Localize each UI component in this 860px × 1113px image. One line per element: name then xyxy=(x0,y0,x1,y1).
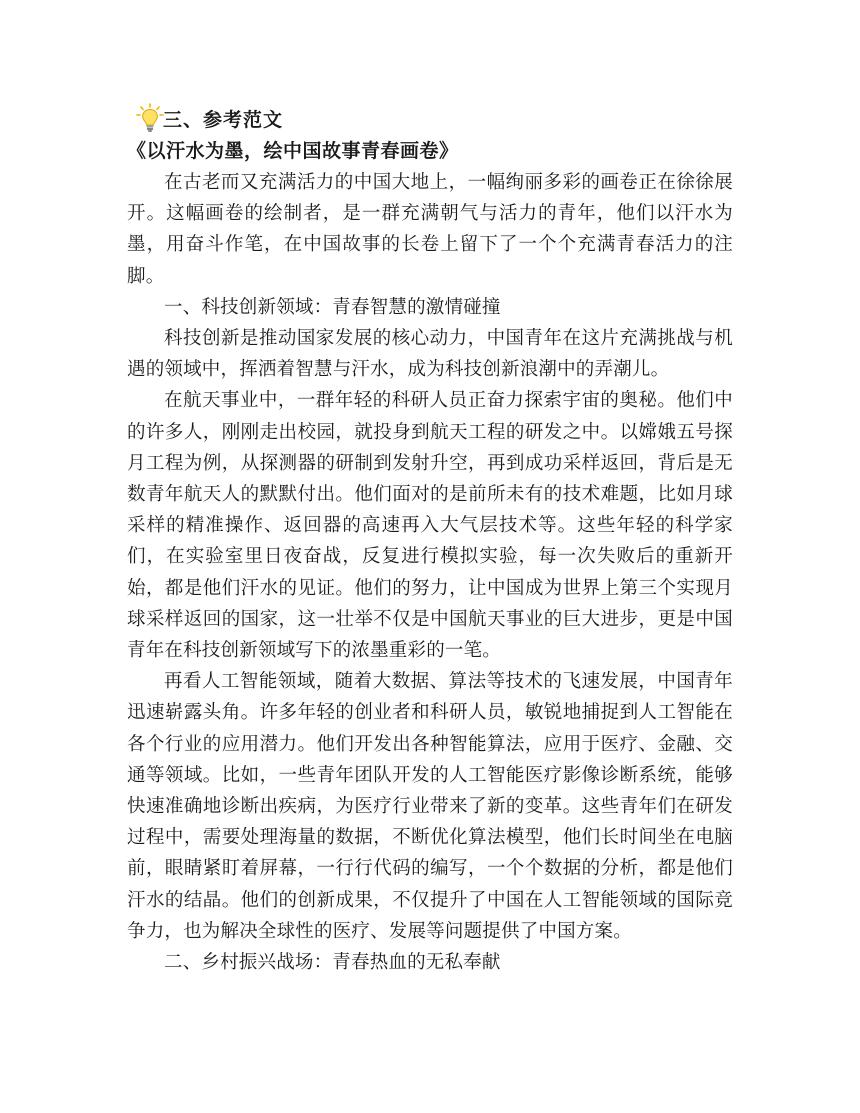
section-heading-text: 三、参考范文 xyxy=(163,108,284,131)
lightbulb-icon xyxy=(133,103,167,133)
essay-title: 《以汗水为墨，绘中国故事青春画卷》 xyxy=(127,140,459,162)
subheading-rural-revitalization: 二、乡村振兴战场：青春热血的无私奉献 xyxy=(164,952,501,974)
paragraph-ai: 再看人工智能领域，随着大数据、算法等技术的飞速发展，中国青年迅速崭露头角。许多年轻的创业者和科研人员，敏锐地捕捉到人工智能在各个行业的应用潜力。他们开发出各种智能算法，应用于医疗、金融、交通等领域。比如，一些青年团队开发的人工智能医疗影像诊断系统，能够快速准确地诊断出疾病，为医疗行业带来了新的变革。这些青年们在研发过程中，需要处理海量的数据，不断优化算法模型，他们长时间坐在电脑前，眼睛紧盯着屏幕，一行行代码的编写，一个个数据的分析，都是他们汗水的结晶。他们的创新成果，不仅提升了中国在人工智能领域的国际竞争力，也为解决全球性的医疗、发展等问题提供了中国方案。 xyxy=(127,671,733,942)
section-heading xyxy=(127,101,733,135)
subheading-tech-innovation: 一、科技创新领域：青春智慧的激情碰撞 xyxy=(164,296,501,318)
paragraph-tech-overview: 科技创新是推动国家发展的核心动力，中国青年在这片充满挑战与机遇的领域中，挥洒着智慧与汗水，成为科技创新浪潮中的弄潮儿。 xyxy=(127,328,733,381)
paragraph-aerospace: 在航天事业中，一群年轻的科研人员正奋力探索宇宙的奥秘。他们中的许多人，刚刚走出校园，就投身到航天工程的研发之中。以嫦娥五号探月工程为例，从探测器的研制到发射升空，再到成功采样返回，背后是无数青年航天人的默默付出。他们面对的是前所未有的技术难题，比如月球采样的精准操作、返回器的高速再入大气层技术等。这些年轻的科学家们，在实验室里日夜奋战，反复进行模拟实验，每一次失败后的重新开始，都是他们汗水的见证。他们的努力，让中国成为世界上第三个实现月球采样返回的国家，这一壮举不仅是中国航天事业的巨大进步，更是中国青年在科技创新领域写下的浓墨重彩的一笔。 xyxy=(127,390,733,662)
paragraph-intro: 在古老而又充满活力的中国大地上，一幅绚丽多彩的画卷正在徐徐展开。这幅画卷的绘制者，是一群充满朝气与活力的青年，他们以汗水为墨，用奋斗作笔，在中国故事的长卷上留下了一个个充满青春活力的注脚。 xyxy=(127,172,733,287)
document-content xyxy=(127,101,733,978)
